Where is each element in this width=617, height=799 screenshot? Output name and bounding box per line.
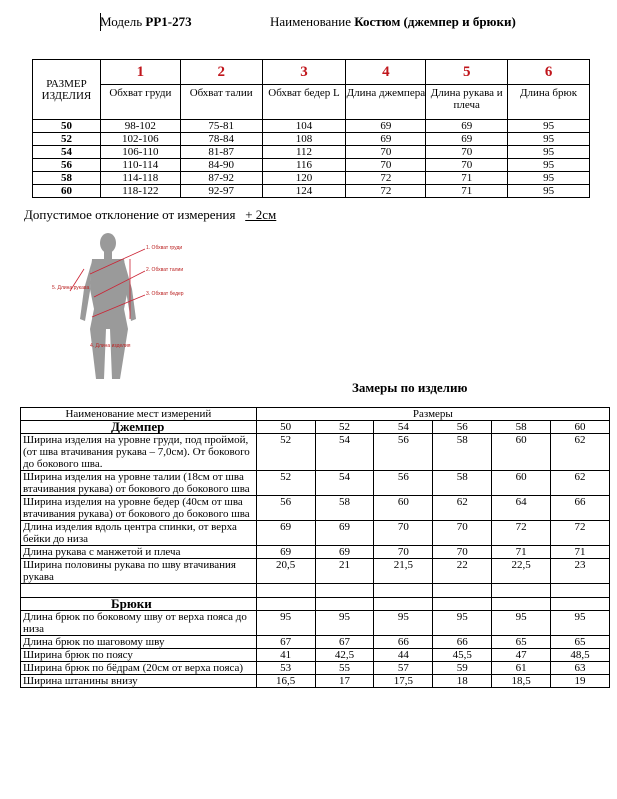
measurement-name: Ширина брюк по поясу [21, 649, 257, 662]
measurement-value: 55 [315, 662, 374, 675]
size-header-cell: 58 [492, 421, 551, 434]
measurement-value: 54 [315, 434, 374, 471]
col-label: Обхват талии [180, 85, 262, 120]
size-row [33, 133, 590, 146]
measurement-value: 56 [374, 471, 433, 496]
value-cell: 70 [426, 159, 508, 172]
measurement-value: 60 [492, 434, 551, 471]
size-cell: 58 [33, 172, 101, 185]
value-cell: 84-90 [180, 159, 262, 172]
measurements-title: Замеры по изделию [352, 380, 468, 395]
model-header: Модель PP1-273 [100, 14, 192, 29]
measurement-value: 65 [492, 636, 551, 649]
measurement-value: 53 [256, 662, 315, 675]
measurement-value: 20,5 [256, 559, 315, 584]
measurement-value: 56 [374, 434, 433, 471]
measurement-row [21, 546, 610, 559]
size-cell: 54 [33, 146, 101, 159]
col-number: 6 [508, 60, 590, 85]
value-cell: 102-106 [100, 133, 180, 146]
measurement-value: 58 [433, 471, 492, 496]
measurement-value: 62 [551, 471, 610, 496]
figure-label: 2. Обхват талии [146, 267, 184, 273]
value-cell: 75-81 [180, 120, 262, 133]
measurement-value: 16,5 [256, 675, 315, 688]
size-row [33, 146, 590, 159]
measurement-value: 72 [492, 521, 551, 546]
measurement-value: 72 [551, 521, 610, 546]
size-header-cell: 54 [374, 421, 433, 434]
measurement-value: 56 [256, 496, 315, 521]
body-silhouette-icon [50, 229, 250, 379]
value-cell: 69 [346, 120, 426, 133]
measurement-value: 69 [315, 546, 374, 559]
measurement-value: 21,5 [374, 559, 433, 584]
measurement-row [21, 611, 610, 636]
measurement-value: 67 [256, 636, 315, 649]
measurement-value: 18 [433, 675, 492, 688]
col-label: Обхват груди [100, 85, 180, 120]
measurement-value: 60 [374, 496, 433, 521]
measurement-value: 66 [433, 636, 492, 649]
size-row [33, 120, 590, 133]
measurement-row [21, 471, 610, 496]
measurements-table [20, 407, 610, 688]
measurement-name: Ширина штанины внизу [21, 675, 257, 688]
col-number: 4 [346, 60, 426, 85]
measurement-value: 52 [256, 471, 315, 496]
value-cell: 72 [346, 172, 426, 185]
value-cell: 81-87 [180, 146, 262, 159]
col-label: Обхват бедер L [262, 85, 346, 120]
size-header-cell: 52 [315, 421, 374, 434]
measurement-name: Длина брюк по боковому шву от верха пояса до низа [21, 611, 257, 636]
col-number: 5 [426, 60, 508, 85]
measurement-figure [50, 229, 250, 379]
tolerance-note: Допустимое отклонение от измерения + 2см [24, 207, 277, 222]
col-label: Длина рукава и плеча [426, 85, 508, 120]
measurement-value: 70 [433, 521, 492, 546]
figure-label: 3. Обхват бедер [146, 291, 184, 297]
size-header-cell: 56 [433, 421, 492, 434]
value-cell: 72 [346, 185, 426, 198]
measurement-value: 47 [492, 649, 551, 662]
measurement-value: 95 [551, 611, 610, 636]
value-cell: 110-114 [100, 159, 180, 172]
size-cell: 52 [33, 133, 101, 146]
measurement-row [21, 636, 610, 649]
measurement-value: 23 [551, 559, 610, 584]
measurement-value: 70 [433, 546, 492, 559]
value-cell: 112 [262, 146, 346, 159]
measurement-row [21, 675, 610, 688]
measurement-row [21, 434, 610, 471]
measurement-value: 41 [256, 649, 315, 662]
measurement-value: 60 [492, 471, 551, 496]
measurement-value: 70 [374, 546, 433, 559]
size-row [33, 159, 590, 172]
measurement-name: Ширина брюк по бёдрам (20см от верха пояса) [21, 662, 257, 675]
measurement-value: 17,5 [374, 675, 433, 688]
section-jumper: Джемпер [21, 421, 257, 434]
col-number: 1 [100, 60, 180, 85]
measurement-value: 95 [256, 611, 315, 636]
value-cell: 118-122 [100, 185, 180, 198]
product-name: Костюм (джемпер и брюки) [354, 14, 516, 29]
section-trousers: Брюки [21, 598, 257, 611]
size-corner-label: РАЗМЕР ИЗДЕЛИЯ [33, 60, 101, 120]
measurement-value: 65 [551, 636, 610, 649]
measurement-value: 95 [374, 611, 433, 636]
value-cell: 106-110 [100, 146, 180, 159]
value-cell: 108 [262, 133, 346, 146]
measurement-value: 66 [374, 636, 433, 649]
value-cell: 95 [508, 146, 590, 159]
value-cell: 104 [262, 120, 346, 133]
value-cell: 95 [508, 133, 590, 146]
measurement-value: 48,5 [551, 649, 610, 662]
measurement-value: 95 [492, 611, 551, 636]
measurement-row [21, 521, 610, 546]
measurement-value: 18,5 [492, 675, 551, 688]
measurement-value: 62 [433, 496, 492, 521]
measurement-value: 62 [551, 434, 610, 471]
measurement-value: 22 [433, 559, 492, 584]
value-cell: 70 [346, 159, 426, 172]
measurement-value: 64 [492, 496, 551, 521]
measurement-value: 45,5 [433, 649, 492, 662]
product-name-header: Наименование Костюм (джемпер и брюки) [270, 14, 516, 29]
figure-label: 5. Длина рукава [52, 285, 90, 291]
head-name-cell: Наименование мест измерений [21, 408, 257, 421]
value-cell: 71 [426, 172, 508, 185]
value-cell: 120 [262, 172, 346, 185]
value-cell: 69 [426, 133, 508, 146]
measurement-name: Длина рукава с манжетой и плеча [21, 546, 257, 559]
value-cell: 78-84 [180, 133, 262, 146]
size-cell: 56 [33, 159, 101, 172]
measurement-value: 71 [551, 546, 610, 559]
value-cell: 95 [508, 185, 590, 198]
col-label: Длина джемпера [346, 85, 426, 120]
measurement-value: 71 [492, 546, 551, 559]
value-cell: 92-97 [180, 185, 262, 198]
measurement-value: 19 [551, 675, 610, 688]
value-cell: 69 [346, 133, 426, 146]
value-cell: 95 [508, 172, 590, 185]
measurement-value: 42,5 [315, 649, 374, 662]
measurement-row [21, 662, 610, 675]
value-cell: 87-92 [180, 172, 262, 185]
measurement-value: 69 [315, 521, 374, 546]
col-number: 3 [262, 60, 346, 85]
value-cell: 124 [262, 185, 346, 198]
measurement-value: 58 [315, 496, 374, 521]
size-header-cell: 50 [256, 421, 315, 434]
value-cell: 98-102 [100, 120, 180, 133]
measurement-value: 17 [315, 675, 374, 688]
value-cell: 70 [346, 146, 426, 159]
measurement-value: 63 [551, 662, 610, 675]
value-cell: 114-118 [100, 172, 180, 185]
value-cell: 70 [426, 146, 508, 159]
model-value: PP1-273 [145, 14, 192, 29]
value-cell: 69 [426, 120, 508, 133]
measurement-value: 61 [492, 662, 551, 675]
size-cell: 50 [33, 120, 101, 133]
measurement-value: 54 [315, 471, 374, 496]
measurement-row [21, 496, 610, 521]
col-number: 2 [180, 60, 262, 85]
size-cell: 60 [33, 185, 101, 198]
measurement-value: 66 [551, 496, 610, 521]
value-cell: 95 [508, 159, 590, 172]
measurement-name: Ширина изделия на уровне бедер (40см от шва втачивания рукава) от бокового до бокового шва [21, 496, 257, 521]
value-cell: 116 [262, 159, 346, 172]
measurement-value: 67 [315, 636, 374, 649]
figure-label: 4. Длина изделия [90, 343, 131, 349]
measurement-row [21, 559, 610, 584]
measurement-value: 57 [374, 662, 433, 675]
measurement-value: 69 [256, 521, 315, 546]
measurement-name: Ширина изделия на уровне талии (18см от шва втачивания рукава) от бокового до бокового шва [21, 471, 257, 496]
col-label: Длина брюк [508, 85, 590, 120]
tolerance-value: + 2см [245, 207, 277, 222]
measurement-value: 95 [315, 611, 374, 636]
measurement-value: 44 [374, 649, 433, 662]
measurement-value: 52 [256, 434, 315, 471]
size-row [33, 172, 590, 185]
measurement-name: Длина изделия вдоль центра спинки, от верха бейки до низа [21, 521, 257, 546]
measurement-name: Ширина изделия на уровне груди, под проймой, (от шва втачивания рукава – 7,0см). От бокового до бокового шва. [21, 434, 257, 471]
measurement-value: 21 [315, 559, 374, 584]
measurement-value: 58 [433, 434, 492, 471]
measurement-value: 22,5 [492, 559, 551, 584]
measurement-value: 70 [374, 521, 433, 546]
measurement-name: Длина брюк по шаговому шву [21, 636, 257, 649]
measurement-value: 69 [256, 546, 315, 559]
value-cell: 71 [426, 185, 508, 198]
size-row [33, 185, 590, 198]
figure-label: 1. Обхват груди [146, 245, 183, 251]
head-sizes-cell: Размеры [256, 408, 609, 421]
value-cell: 95 [508, 120, 590, 133]
measurement-value: 95 [433, 611, 492, 636]
measurement-row [21, 649, 610, 662]
measurement-name: Ширина половины рукава по шву втачивания рукава [21, 559, 257, 584]
size-header-cell: 60 [551, 421, 610, 434]
size-table [32, 59, 590, 198]
measurement-value: 59 [433, 662, 492, 675]
